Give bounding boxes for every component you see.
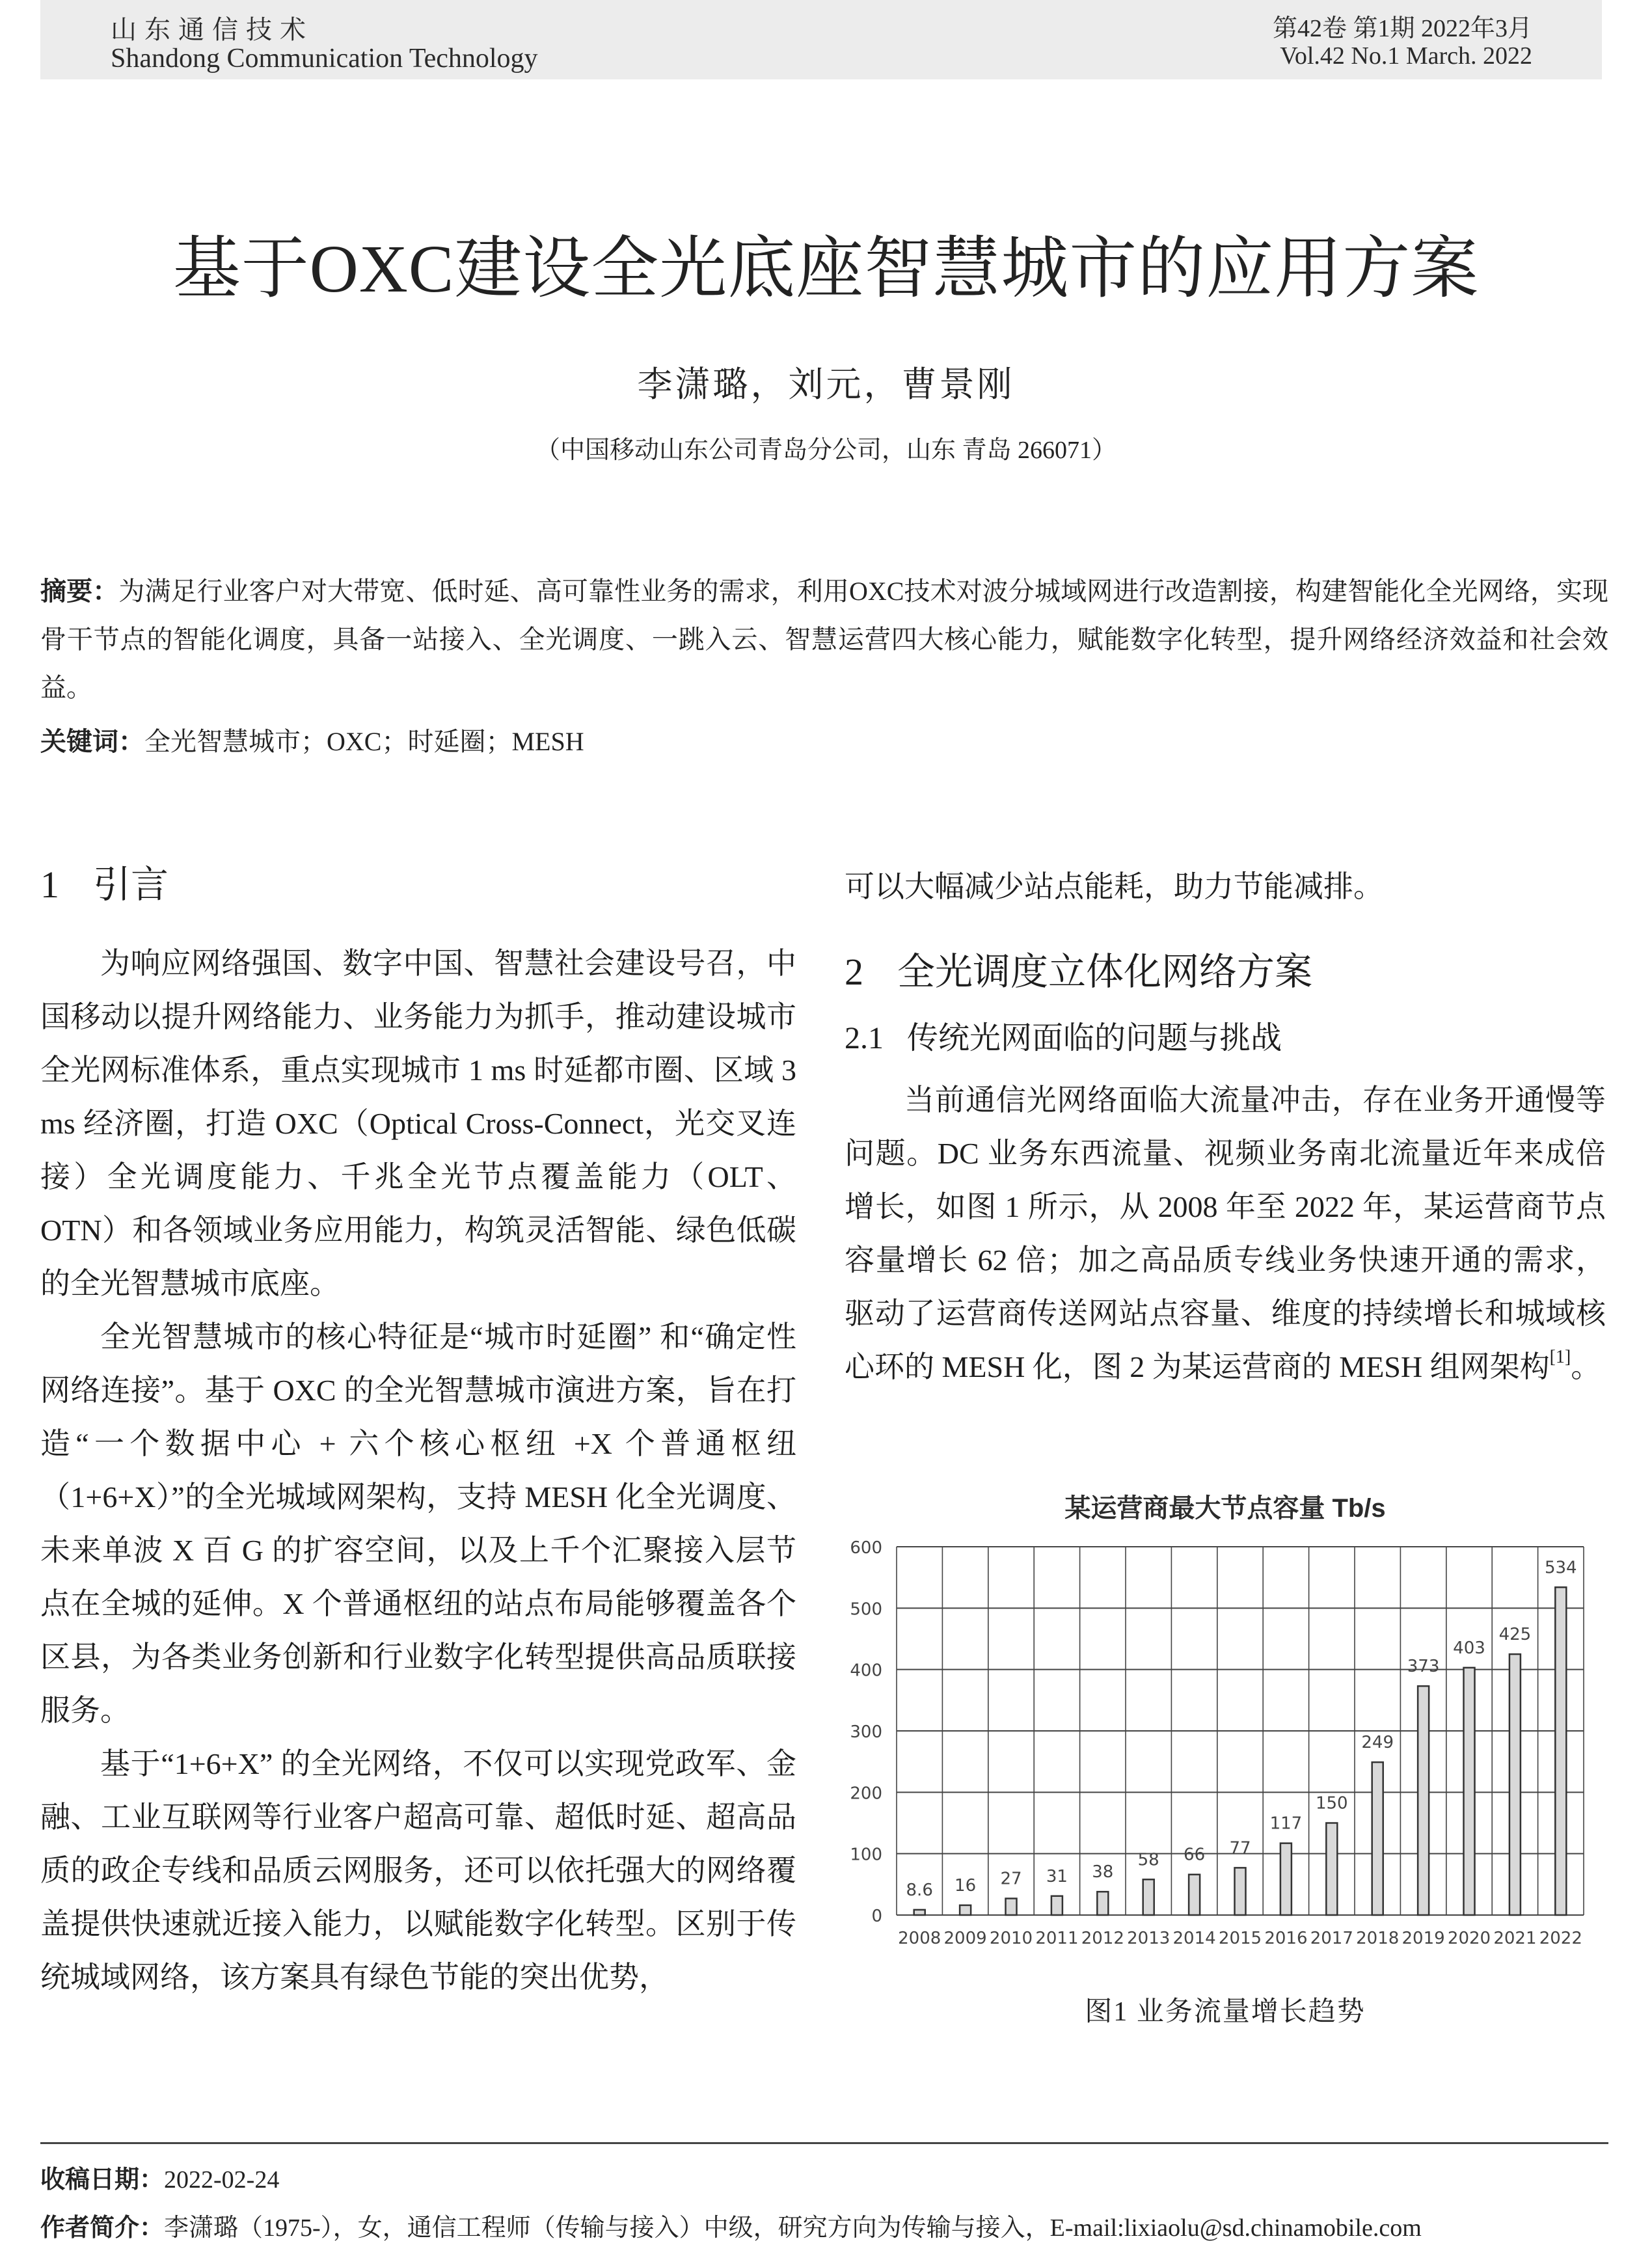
x-tick-label: 2008 <box>898 1929 941 1948</box>
bar-value-label: 27 <box>1000 1869 1022 1889</box>
bar <box>1510 1654 1521 1915</box>
issue-info-en: Vol.42 No.1 March. 2022 <box>1280 42 1532 70</box>
bar <box>1372 1762 1383 1915</box>
y-tick-label: 200 <box>850 1784 882 1804</box>
author-bio <box>40 2207 1422 2243</box>
bar <box>1555 1587 1566 1915</box>
journal-name-en: Shandong Communication Technology <box>111 44 538 74</box>
paragraph-continuation: 可以大幅减少站点能耗，助力节能减排。 <box>845 870 1383 903</box>
bar-value-label: 66 <box>1184 1845 1206 1865</box>
bar-value-label: 58 <box>1137 1850 1159 1870</box>
bar-value-label: 249 <box>1361 1733 1394 1753</box>
right-column <box>845 860 1606 1394</box>
bio-label: 作者简介： <box>40 2214 165 2242</box>
bio-text: 李潇璐（1975-），女，通信工程师（传输与接入）中级，研究方向为传输与接入，E-mail:lixiaolu@sd.chinamobile.com <box>164 2214 1422 2242</box>
y-tick-label: 100 <box>850 1845 882 1865</box>
x-tick-label: 2012 <box>1081 1929 1124 1948</box>
paper-title: 基于OXC建设全光底座智慧城市的应用方案 <box>172 232 1480 306</box>
bar-value-label: 425 <box>1498 1625 1532 1645</box>
x-tick-label: 2018 <box>1356 1929 1400 1948</box>
paragraph: 基于“1+6+X” 的全光网络，不仅可以实现党政军、金融、工业互联网等行业客户超高可靠、超低时延、超高品质的政企专线和品质云网服务，还可以依托强大的网络覆盖提供快速就近接入能力，以赋能数字化转型。区别于传统城域网络，该方案具有绿色节能的突出优势， <box>40 1747 796 1994</box>
received-value: 2022-02-24 <box>164 2166 280 2194</box>
x-tick-label: 2022 <box>1539 1929 1582 1948</box>
bar <box>1097 1892 1108 1915</box>
journal-name-cn: 山东通信技术 <box>111 15 314 44</box>
section-number: 1 <box>40 863 59 906</box>
abstract-label: 摘要： <box>40 577 119 606</box>
bar <box>1051 1896 1063 1915</box>
paragraph <box>845 1074 1606 1394</box>
section-heading-1 <box>40 859 796 911</box>
x-tick-label: 2011 <box>1035 1929 1079 1948</box>
received-date <box>40 2159 279 2195</box>
subsection-heading-2-1 <box>845 1013 1606 1065</box>
x-tick-label: 2009 <box>943 1929 987 1948</box>
paragraph-text: 当前通信光网络面临大流量冲击，存在业务开通慢等问题。DC 业务东西流量、视频业务南北流量近年来成倍增长，如图 1 所示，从 2008 年至 2022 年，某运营商节点容量增长 62 倍；加之高品质专线业务快速开通的需求，驱动了运营商传送网站点容量、维度的持续增长和城域核心环的 MESH 化，图 2 为某运营商的 MESH 组网架构 <box>845 1083 1606 1383</box>
author-affiliation: （中国移动山东公司青岛分公司，山东 青岛 266071） <box>535 437 1117 464</box>
citation-ref[interactable]: [1] <box>1549 1347 1571 1367</box>
y-tick-label: 300 <box>850 1722 882 1742</box>
keywords <box>40 721 584 758</box>
bar <box>1235 1868 1246 1915</box>
x-tick-label: 2014 <box>1172 1929 1216 1948</box>
bar-value-label: 373 <box>1407 1657 1440 1677</box>
bar-value-label: 403 <box>1453 1638 1485 1658</box>
x-tick-label: 2016 <box>1264 1929 1308 1948</box>
paragraph: 全光智慧城市的核心特征是“城市时延圈” 和“确定性网络连接”。基于 OXC 的全光智慧城市演进方案，旨在打造“一个数据中心 + 六个核心枢纽 +X 个普通枢纽（1+6+X）”的全光城域网架构，支持 MESH 化全光调度、未来单波 X 百 G 的扩容空间，以及上千个汇聚接入层节点在全城的延伸。X 个普通枢纽的站点布局能够覆盖各个区县，为各类业务创新和行业数字化转型提供高品质联接服务。 <box>40 1320 796 1727</box>
chart-title: 某运营商最大节点容量 Tb/s <box>1064 1494 1386 1523</box>
section-number: 2 <box>845 951 863 993</box>
x-tick-label: 2010 <box>989 1929 1033 1948</box>
figure-caption: 图1 业务流量增长趋势 <box>1085 1997 1366 2027</box>
paper-authors: 李潇璐，刘元，曹景刚 <box>637 365 1015 404</box>
bar <box>1006 1899 1017 1915</box>
chart-bars <box>914 1587 1567 1915</box>
bar-chart <box>839 1523 1601 1965</box>
abstract <box>40 567 1608 712</box>
bar <box>914 1910 925 1915</box>
bar-value-label: 16 <box>955 1875 977 1896</box>
y-tick-label: 0 <box>871 1907 882 1926</box>
chart-grid <box>897 1547 1584 1915</box>
bar <box>1189 1875 1200 1915</box>
x-tick-label: 2021 <box>1493 1929 1537 1948</box>
bar <box>960 1905 971 1915</box>
x-tick-label: 2019 <box>1401 1929 1445 1948</box>
y-tick-label: 600 <box>850 1538 882 1558</box>
x-tick-label: 2020 <box>1447 1929 1491 1948</box>
bar-value-label: 77 <box>1229 1838 1251 1858</box>
y-tick-label: 400 <box>850 1661 882 1681</box>
bar <box>1418 1686 1429 1915</box>
section-title: 引言 <box>93 863 169 906</box>
received-label: 收稿日期： <box>40 2166 165 2194</box>
left-column <box>40 859 796 2004</box>
x-tick-label: 2017 <box>1310 1929 1353 1948</box>
paragraph-end: 。 <box>1571 1350 1601 1383</box>
bar <box>1280 1843 1292 1915</box>
bar-value-label: 8.6 <box>906 1880 933 1900</box>
footer-divider <box>40 2142 1608 2144</box>
x-tick-label: 2013 <box>1127 1929 1171 1948</box>
bar <box>1326 1823 1337 1916</box>
section-heading-2 <box>845 946 1606 998</box>
bar-value-label: 38 <box>1092 1862 1114 1883</box>
bar-value-label: 31 <box>1046 1866 1068 1886</box>
paragraph: 为响应网络强国、数字中国、智慧社会建设号召，中国移动以提升网络能力、业务能力为抓手，推动建设城市全光网标准体系，重点实现城市 1 ms 时延都市圈、区域 3 ms 经济圈，打造 OXC（Optical Cross-Connect，光交叉连接）全光调度能力、千兆全光节点覆盖能力（OLT、OTN）和各领域业务应用能力，构筑灵活智能、绿色低碳的全光智慧城市底座。 <box>40 947 796 1300</box>
bar-value-label: 117 <box>1269 1814 1303 1834</box>
section-title: 全光调度立体化网络方案 <box>897 951 1313 993</box>
issue-info-cn: 第42卷 第1期 2022年3月 <box>1272 15 1532 42</box>
bar <box>1464 1668 1475 1915</box>
bar-value-label: 534 <box>1544 1558 1577 1578</box>
subsection-number: 2.1 <box>845 1021 884 1055</box>
subsection-title: 传统光网面临的问题与挑战 <box>907 1021 1282 1055</box>
abstract-text: 为满足行业客户对大带宽、低时延、高可靠性业务的需求，利用OXC技术对波分城域网进行改造割接，构建智能化全光网络，实现骨干节点的智能化调度，具备一站接入、全光调度、一跳入云、智慧运营四大核心能力，赋能数字化转型，提升网络经济效益和社会效益。 <box>40 577 1609 702</box>
x-tick-label: 2015 <box>1218 1929 1262 1948</box>
bar <box>1143 1879 1154 1915</box>
keywords-text: 全光智慧城市；OXC；时延圈；MESH <box>144 727 584 756</box>
y-tick-label: 500 <box>850 1599 882 1620</box>
keywords-label: 关键词： <box>40 727 144 756</box>
bar-value-label: 150 <box>1315 1793 1348 1814</box>
